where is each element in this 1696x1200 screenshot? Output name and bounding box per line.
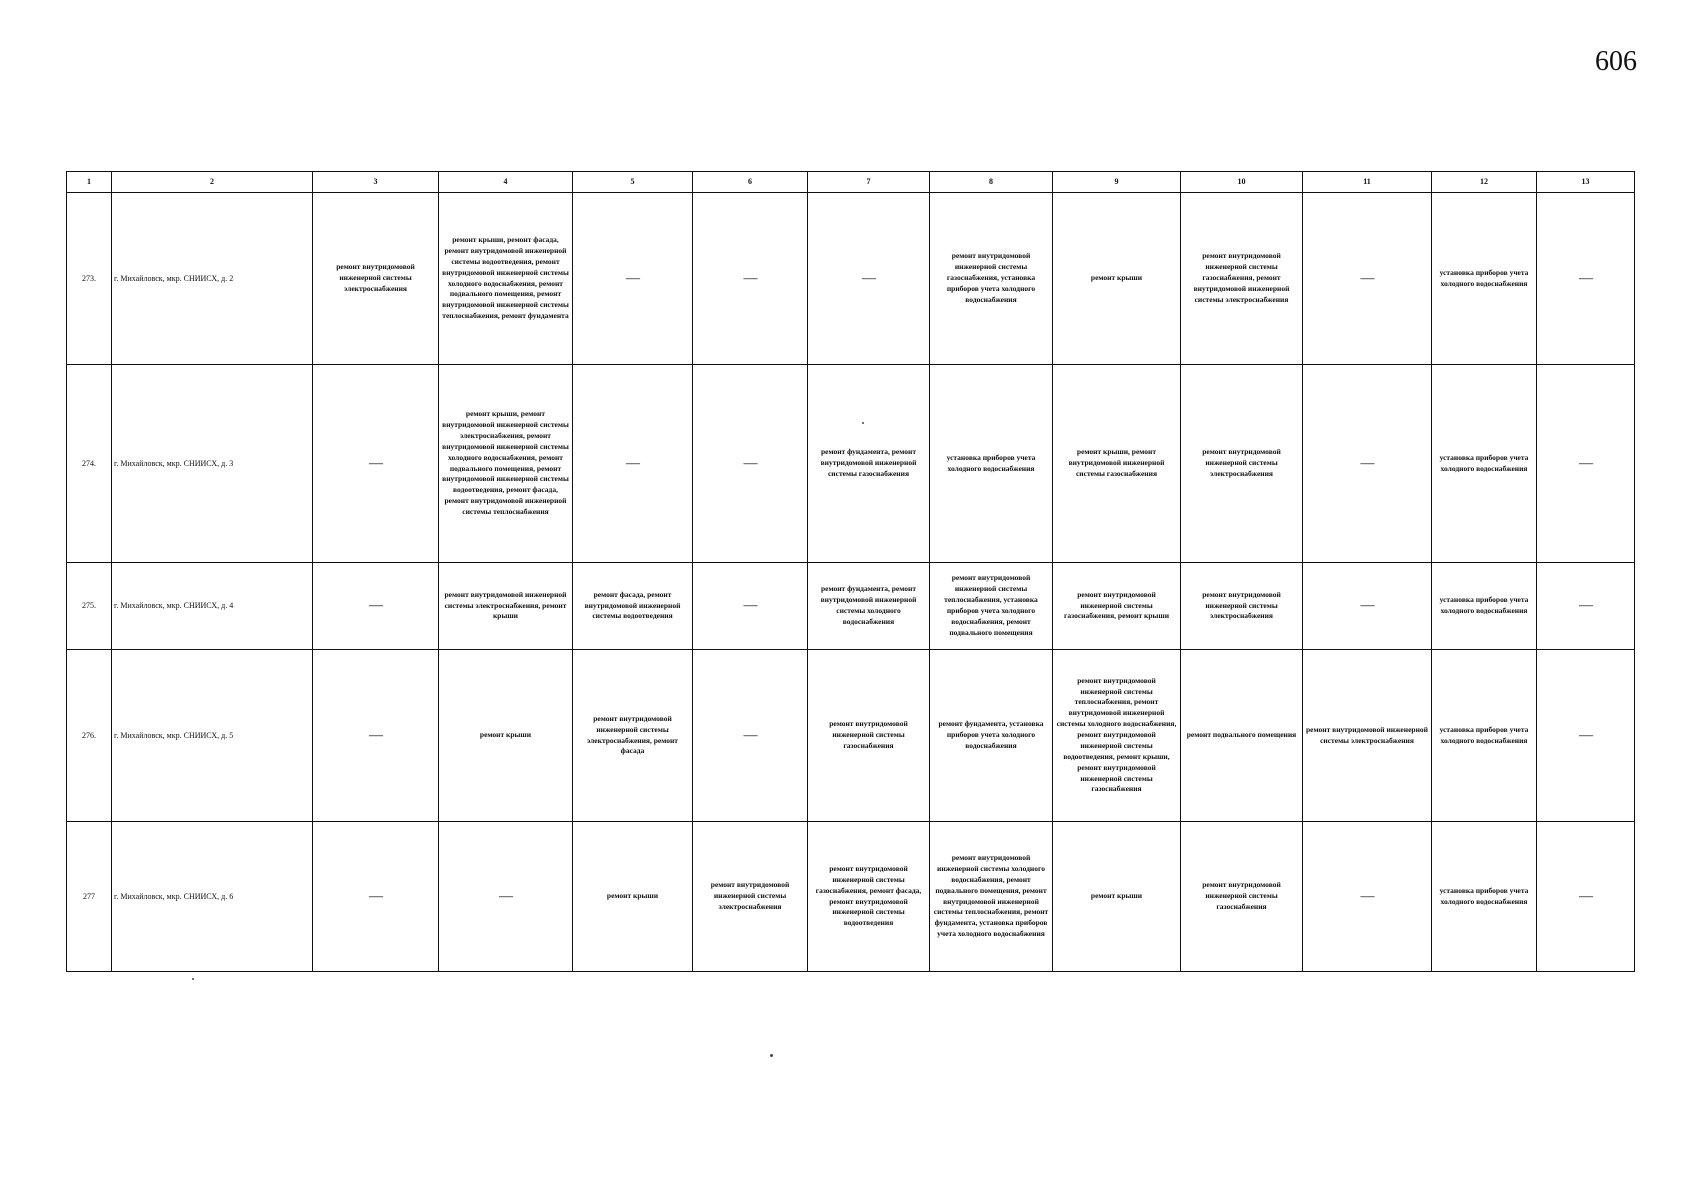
table-cell: ремонт внутридомовой инженерной системы газоснабжения — [808, 650, 930, 822]
table-cell — [693, 365, 808, 563]
row-address: г. Михайловск, мкр. СНИИСХ, д. 6 — [112, 822, 313, 972]
table-cell: ремонт внутридомовой инженерной системы газоснабжения, установка приборов учета холодного водоснабжения — [930, 193, 1053, 365]
scan-speck — [192, 978, 194, 980]
table-cell — [1537, 193, 1635, 365]
table-cell: ремонт внутридомовой инженерной системы электроснабжения — [313, 193, 439, 365]
table-cell — [573, 365, 693, 563]
table-cell: ремонт фундамента, установка приборов учета холодного водоснабжения — [930, 650, 1053, 822]
dash-mark: — — [1579, 455, 1592, 471]
row-address: г. Михайловск, мкр. СНИИСХ, д. 4 — [112, 563, 313, 650]
table-cell — [1303, 365, 1432, 563]
table-cell — [573, 193, 693, 365]
table-cell — [693, 563, 808, 650]
dash-mark: — — [369, 455, 382, 471]
table-cell — [693, 193, 808, 365]
dash-mark: — — [743, 270, 757, 286]
dash-mark: — — [862, 270, 875, 286]
table-cell — [1537, 563, 1635, 650]
repair-schedule-table — [66, 171, 1635, 972]
dash-mark: — — [369, 598, 382, 613]
table-cell: ремонт внутридомовой инженерной системы газоснабжения, ремонт крыши — [1053, 563, 1181, 650]
header-row — [67, 172, 1635, 193]
table-cell: ремонт внутридомовой инженерной системы газоснабжения, ремонт фасада, ремонт внутридомовой инженерной системы водоотведения — [808, 822, 930, 972]
table-cell — [808, 193, 930, 365]
table-cell: ремонт внутридомовой инженерной системы теплоснабжения, установка приборов учета холодного водоснабжения, ремонт подвального помещения — [930, 563, 1053, 650]
table-cell: ремонт фундамента, ремонт внутридомовой инженерной системы холодного водоснабжения — [808, 563, 930, 650]
row-address: г. Михайловск, мкр. СНИИСХ, д. 2 — [112, 193, 313, 365]
row-number: 277 — [67, 822, 112, 972]
table-cell: ремонт подвального помещения — [1181, 650, 1303, 822]
row-number: 273. — [67, 193, 112, 365]
dash-mark: — — [626, 455, 639, 471]
dash-mark: — — [1579, 727, 1592, 743]
column-header: 8 — [930, 172, 1053, 193]
table-cell — [1303, 563, 1432, 650]
scan-speck — [770, 1054, 773, 1057]
table-cell — [1303, 822, 1432, 972]
table-cell: установка приборов учета холодного водоснабжения — [930, 365, 1053, 563]
column-header: 1 — [67, 172, 112, 193]
table-cell: ремонт крыши — [1053, 822, 1181, 972]
table-row — [67, 822, 1635, 972]
table-cell: ремонт крыши, ремонт фасада, ремонт внутридомовой инженерной системы водоотведения, ремонт внутридомовой инженерной системы холодного водоснабжения, ремонт подвального помещения, ремонт внутридомовой инженерной системы теплоснабжения, ремонт фундамента — [439, 193, 573, 365]
dash-mark: — — [1360, 888, 1374, 904]
table-cell: ремонт внутридомовой инженерной системы электроснабжения, ремонт фасада — [573, 650, 693, 822]
table-cell: ремонт внутридомовой инженерной системы теплоснабжения, ремонт внутридомовой инженерной системы холодного водоснабжения, ремонт внутридомовой инженерной системы водоотведения, ремонт крыши, ремонт внутридомовой инженерной системы газоснабжения — [1053, 650, 1181, 822]
table-cell — [693, 650, 808, 822]
scan-speck — [862, 422, 864, 424]
table-cell: ремонт внутридомовой инженерной системы электроснабжения — [1181, 563, 1303, 650]
dash-mark: — — [1579, 888, 1592, 904]
column-header: 7 — [808, 172, 930, 193]
dash-mark: — — [743, 598, 757, 613]
dash-mark: — — [743, 727, 757, 743]
column-header: 9 — [1053, 172, 1181, 193]
row-address: г. Михайловск, мкр. СНИИСХ, д. 3 — [112, 365, 313, 563]
table-cell — [1537, 365, 1635, 563]
column-header: 12 — [1432, 172, 1537, 193]
table-cell: ремонт внутридомовой инженерной системы электроснабжения — [693, 822, 808, 972]
table-cell: ремонт внутридомовой инженерной системы газоснабжения — [1181, 822, 1303, 972]
table-cell: ремонт крыши — [1053, 193, 1181, 365]
table-cell: ремонт крыши — [573, 822, 693, 972]
table-cell: ремонт внутридомовой инженерной системы электроснабжения — [1181, 365, 1303, 563]
dash-mark: — — [1360, 455, 1374, 471]
dash-mark: — — [369, 727, 382, 743]
table-cell: ремонт крыши, ремонт внутридомовой инженерной системы электроснабжения, ремонт внутридомовой инженерной системы холодного водоснабжения, ремонт подвального помещения, ремонт внутридомовой инженерной системы водоотведения, ремонт фасада, ремонт внутридомовой инженерной системы теплоснабжения — [439, 365, 573, 563]
dash-mark: — — [499, 888, 512, 904]
table-cell — [313, 365, 439, 563]
table-cell — [1303, 193, 1432, 365]
dash-mark: — — [1579, 270, 1592, 286]
table-cell — [313, 822, 439, 972]
table-cell — [1537, 822, 1635, 972]
dash-mark: — — [1579, 598, 1592, 613]
table-cell: ремонт крыши — [439, 650, 573, 822]
table-cell: ремонт фундамента, ремонт внутридомовой инженерной системы газоснабжения — [808, 365, 930, 563]
table-cell — [439, 822, 573, 972]
table-cell: ремонт внутридомовой инженерной системы электроснабжения, ремонт крыши — [439, 563, 573, 650]
table-cell: ремонт внутридомовой инженерной системы газоснабжения, ремонт внутридомовой инженерной системы электроснабжения — [1181, 193, 1303, 365]
column-header: 3 — [313, 172, 439, 193]
table-cell: ремонт внутридомовой инженерной системы электроснабжения — [1303, 650, 1432, 822]
column-header: 2 — [112, 172, 313, 193]
table-cell: установка приборов учета холодного водоснабжения — [1432, 822, 1537, 972]
dash-mark: — — [1360, 270, 1374, 286]
table-cell: ремонт внутридомовой инженерной системы холодного водоснабжения, ремонт подвального помещения, ремонт внутридомовой инженерной системы теплоснабжения, ремонт фундамента, установка приборов учета холодного водоснабжения — [930, 822, 1053, 972]
page-number: 606 — [1595, 46, 1637, 77]
table-cell: установка приборов учета холодного водоснабжения — [1432, 650, 1537, 822]
table-row — [67, 650, 1635, 822]
table-row — [67, 193, 1635, 365]
dash-mark: — — [743, 455, 757, 471]
table-cell — [313, 650, 439, 822]
row-number: 275. — [67, 563, 112, 650]
row-number: 274. — [67, 365, 112, 563]
table-cell — [313, 563, 439, 650]
row-address: г. Михайловск, мкр. СНИИСХ, д. 5 — [112, 650, 313, 822]
table-cell: установка приборов учета холодного водоснабжения — [1432, 193, 1537, 365]
table-cell — [1537, 650, 1635, 822]
table-cell: ремонт крыши, ремонт внутридомовой инженерной системы газоснабжения — [1053, 365, 1181, 563]
dash-mark: — — [369, 888, 382, 904]
row-number: 276. — [67, 650, 112, 822]
column-header: 5 — [573, 172, 693, 193]
table-row — [67, 563, 1635, 650]
column-header: 4 — [439, 172, 573, 193]
dash-mark: — — [626, 270, 639, 286]
dash-mark: — — [1360, 598, 1374, 613]
column-header: 13 — [1537, 172, 1635, 193]
column-header: 10 — [1181, 172, 1303, 193]
table-cell: установка приборов учета холодного водоснабжения — [1432, 365, 1537, 563]
table-cell: ремонт фасада, ремонт внутридомовой инженерной системы водоотведения — [573, 563, 693, 650]
table-cell: установка приборов учета холодного водоснабжения — [1432, 563, 1537, 650]
table-row — [67, 365, 1635, 563]
column-header: 6 — [693, 172, 808, 193]
column-header: 11 — [1303, 172, 1432, 193]
